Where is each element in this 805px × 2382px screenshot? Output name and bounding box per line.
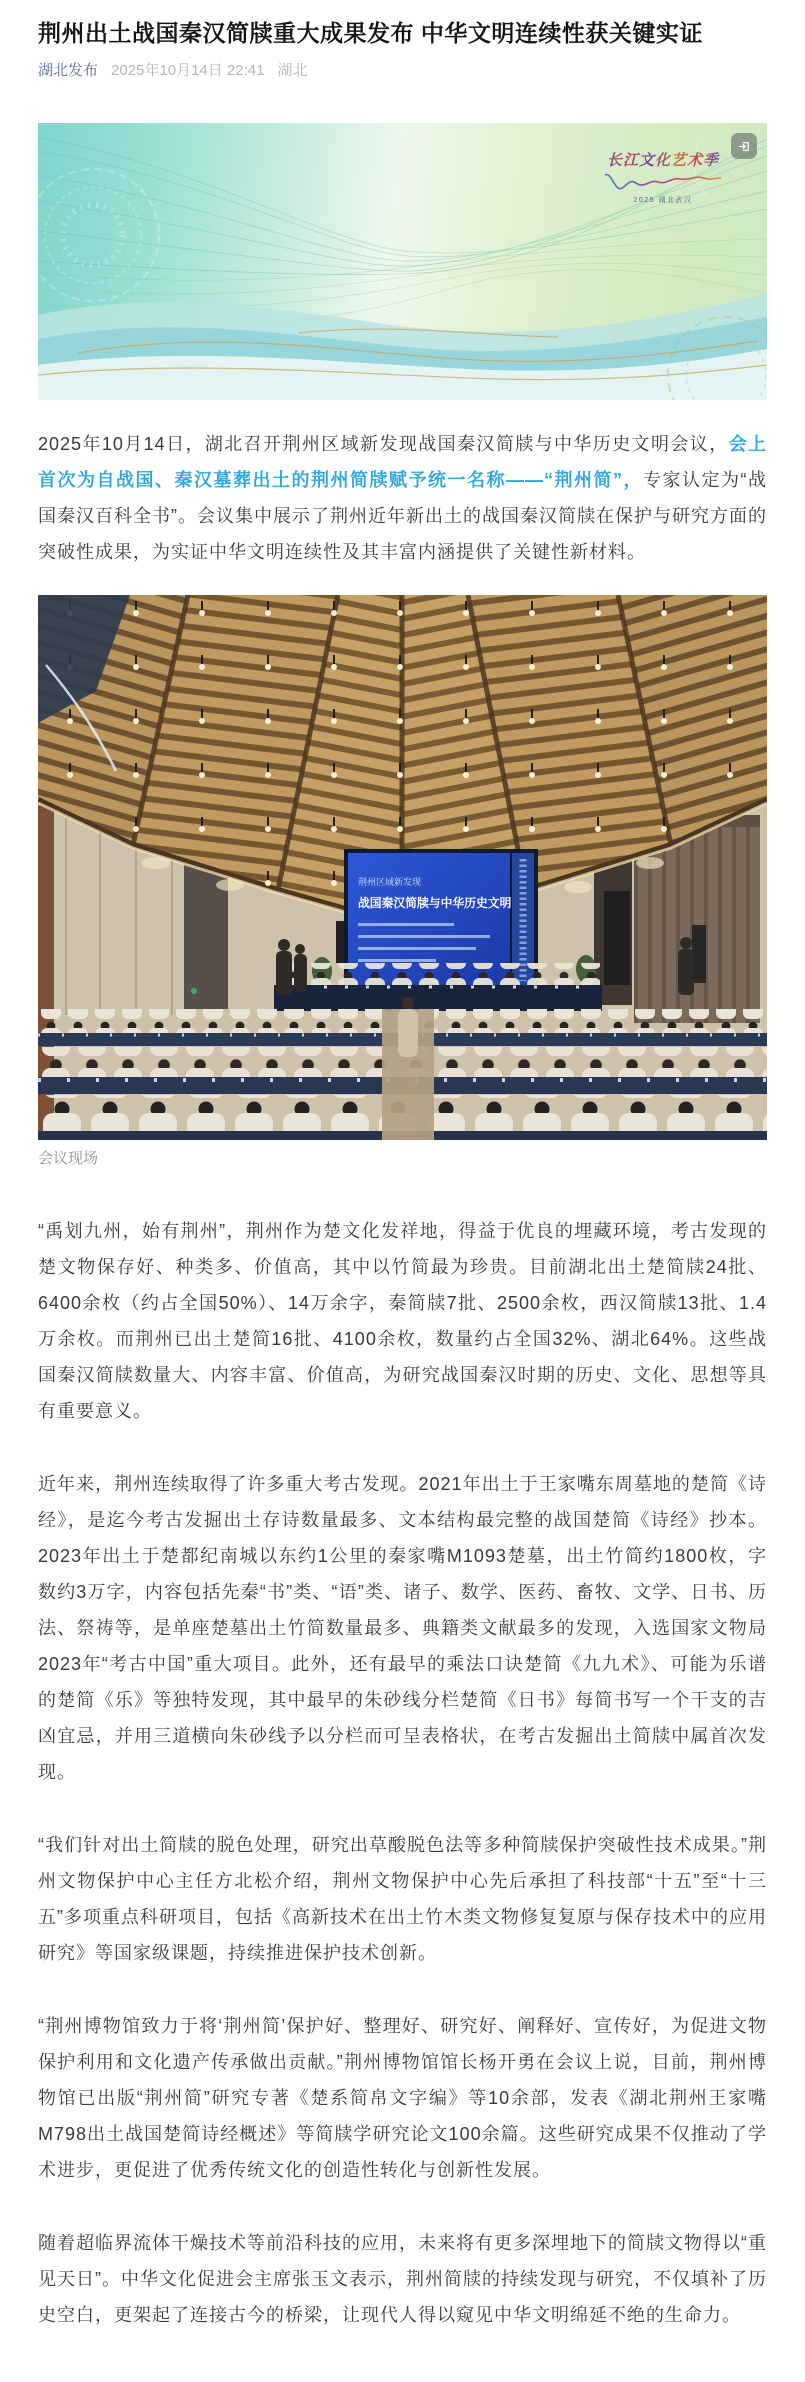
- source-account-link[interactable]: 湖北发布: [38, 62, 99, 79]
- paragraph-5: “荆州博物馆致力于将‘荆州简’保护好、整理好、研究好、阐释好、宣传好，为促进文物保护利用和文化遗产传承做出贡献。”荆州博物馆馆长杨开勇在会议上说，目前，荆州博物馆已出版“荆州简”研究专著《楚系简帛文字编》等10余部，发表《湖北荆州王家嘴M798出土战国楚简诗经概述》等简牍学研究论文100余篇。这些研究成果不仅推动了学术进步，更促进了优秀传统文化的创造性转化与创新性发展。: [38, 2016, 767, 2180]
- article-meta: [38, 60, 767, 81]
- banner-expand-icon[interactable]: [731, 133, 757, 159]
- paragraph-1-highlight: 会上首次为自战国、秦汉墓葬出土的荆州简牍赋予统一名称——“荆州简”，: [38, 434, 767, 490]
- paragraph-1-lead: 2025年10月14日，湖北召开荆州区域新发现战国秦汉简牍与中华历史文明会议，: [38, 434, 729, 454]
- screen-title: 战国秦汉简牍与中华历史文明: [358, 896, 512, 910]
- article-page: [38, 18, 767, 2382]
- screen-subtitle: 荆州区域新发现: [358, 877, 422, 887]
- festival-logo: [597, 149, 729, 205]
- banner-image[interactable]: [38, 123, 767, 400]
- publish-datetime: 2025年10月14日 22:41: [111, 62, 265, 79]
- paragraph-1-rest: 专家认定为“战国秦汉百科全书”。会议集中展示了荆州近年新出土的战国秦汉简牍在保护与研究方面的突破性成果，为实证中华文明连续性及其丰富内涵提供了关键性新材料。: [38, 470, 767, 562]
- article-title: 荆州出土战国秦汉简牍重大成果发布 中华文明连续性获关键实证: [38, 20, 703, 46]
- speaker-column: [604, 891, 630, 985]
- photo-caption: 会议现场: [38, 1150, 99, 1167]
- paragraph-4: “我们针对出土简牍的脱色处理，研究出草酸脱色法等多种简牍保护突破性技术成果。”荆州文物保护中心主任方北松介绍，荆州文物保护中心先后承担了科技部“十五”至“十三五”多项重点科研项目，包括《高新技术在出土竹木类文物修复复原与保存技术中的应用研究》等国家级课题，持续推进保护技术创新。: [38, 1835, 767, 1963]
- paragraph-1: [38, 426, 767, 570]
- conference-photo[interactable]: [38, 595, 767, 1140]
- bronze-medallion-left: [38, 169, 159, 301]
- festival-logo-text: 长江文化艺术季: [597, 149, 729, 170]
- head-table: [274, 963, 602, 1011]
- festival-logo-subtext: 2025 湖北武汉: [633, 197, 693, 204]
- paragraph-2: “禹划九州，始有荆州”，荆州作为楚文化发祥地，得益于优良的埋藏环境，考古发现的楚文物保存好、种类多、价值高，其中以竹简最为珍贵。目前湖北出土楚简牍24批、6400余枚（约占全国50%）、14万余字，秦简牍7批、2500余枚，西汉简牍13批、1.4万余枚。而荆州已出土楚简16批、4100余枚，数量约占全国32%、湖北64%。这些战国秦汉简牍数量大、内容丰富、价值高，为研究战国秦汉时期的历史、文化、思想等具有重要意义。: [38, 1221, 767, 1421]
- publish-region: 湖北: [277, 62, 308, 79]
- festival-logo-wave-icon: [602, 170, 724, 194]
- paragraph-6: 随着超临界流体干燥技术等前沿科技的应用，未来将有更多深埋地下的简牍文物得以“重见天日”。中华文化促进会主席张玉文表示，荆州简牍的持续发现与研究，不仅填补了历史空白，更架起了连接古今的桥梁，让现代人得以窥见中华文明绵延不绝的生命力。: [38, 2233, 767, 2325]
- paragraph-3: 近年来，荆州连续取得了许多重大考古发现。2021年出土于王家嘴东周墓地的楚简《诗经》，是迄今考古发掘出土存诗数量最多、文本结构最完整的战国楚简《诗经》抄本。 2023年出土于楚都纪南城以东约1公里的秦家嘴M1093楚墓，出土竹简约1800枚，字数约3万字，内容包括先秦“书”类、“语”类、诸子、数学、医药、畜牧、文学、日书、历法、祭祷等，是单座楚墓出土竹简数量最多、典籍类文献最多的发现，入选国家文物局2023年“考古中国”重大项目。此外，还有最早的乘法口诀楚简《九九术》、可能为乐谱的楚简《乐》等独特发现，其中最早的朱砂线分栏楚简《日书》每简书写一个干支的吉凶宜忌，并用三道横向朱砂线予以分栏而可呈表格状，在考古发掘出土简牍中属首次发现。: [38, 1474, 767, 1782]
- conference-photo-art: [38, 595, 767, 1140]
